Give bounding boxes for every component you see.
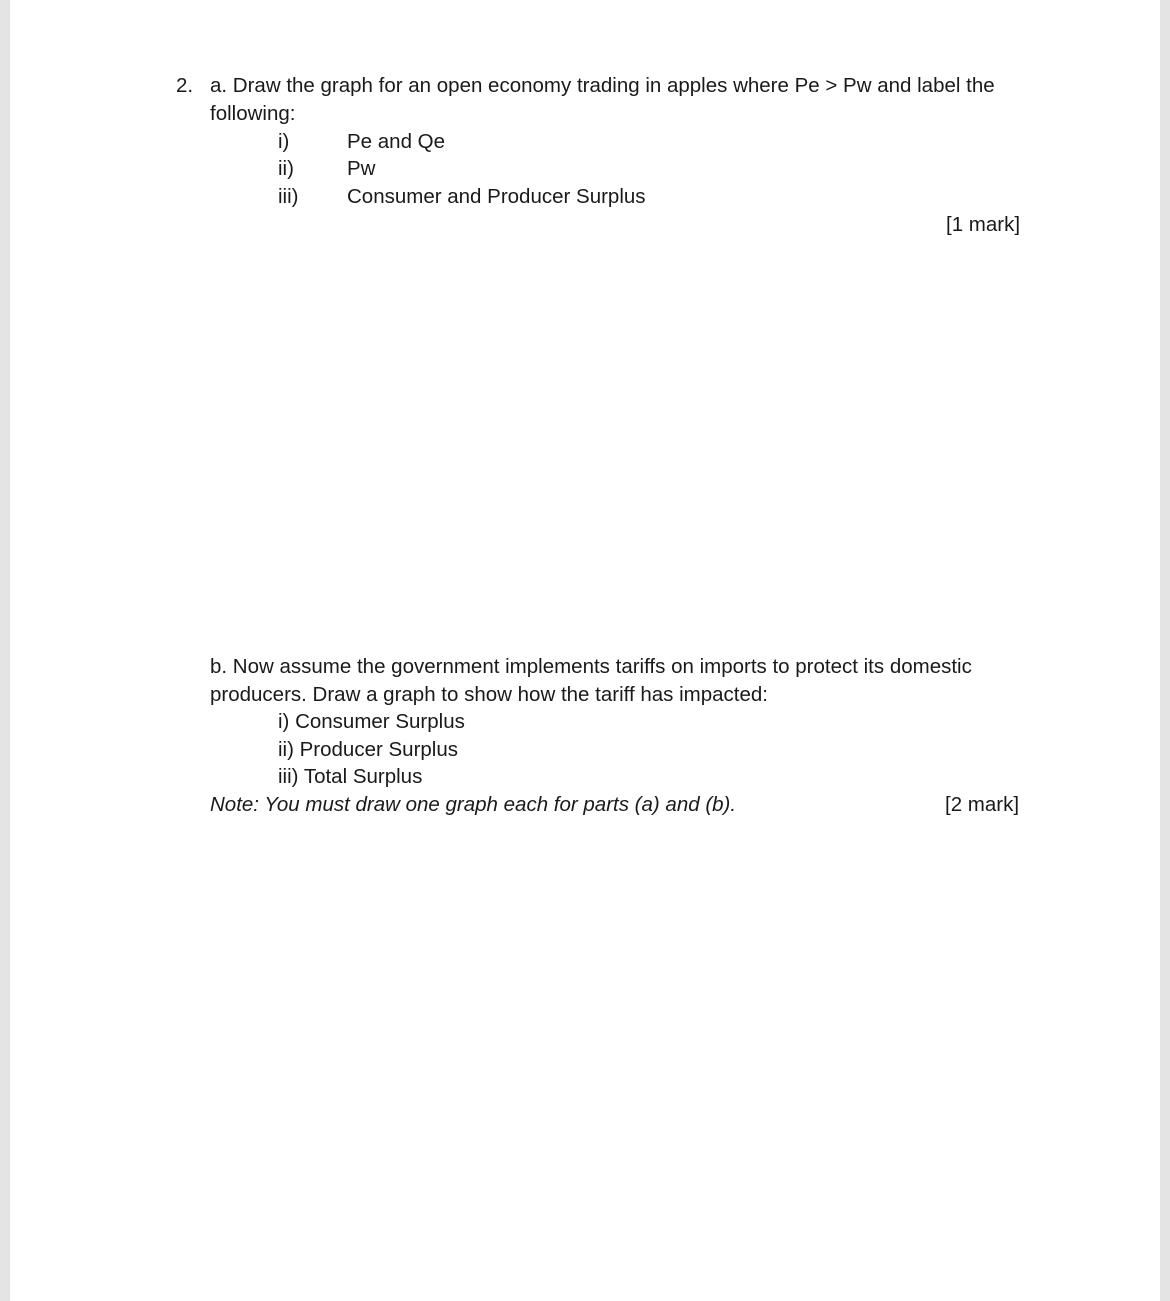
part-a-item-text: Pe and Qe	[347, 130, 446, 153]
part-b-item: iii) Total Surplus	[278, 765, 423, 788]
part-b-prompt-line2: producers. Draw a graph to show how the tariff has impacted:	[210, 683, 768, 706]
part-b-item: i) Consumer Surplus	[278, 710, 465, 733]
part-b-marks: [2 mark]	[945, 793, 1020, 816]
part-a-item-text: Pw	[347, 157, 376, 180]
document-page	[10, 0, 1160, 1301]
part-a-item-number: iii)	[278, 185, 299, 208]
part-b-item: ii) Producer Surplus	[278, 738, 459, 761]
part-a-marks: [1 mark]	[946, 213, 1021, 236]
part-a-item-number: i)	[278, 130, 290, 153]
part-a-prompt-line1: a. Draw the graph for an open economy trading in apples where Pe > Pw and label the	[210, 74, 995, 97]
part-a-item-number: ii)	[278, 157, 294, 180]
part-b-prompt-line1: b. Now assume the government implements tariffs on imports to protect its domestic	[210, 655, 972, 678]
part-a-prompt-line2: following:	[210, 102, 296, 125]
part-b-note: Note: You must draw one graph each for parts (a) and (b).	[210, 793, 737, 816]
part-a-item-text: Consumer and Producer Surplus	[347, 185, 646, 208]
question-number: 2.	[176, 74, 194, 97]
